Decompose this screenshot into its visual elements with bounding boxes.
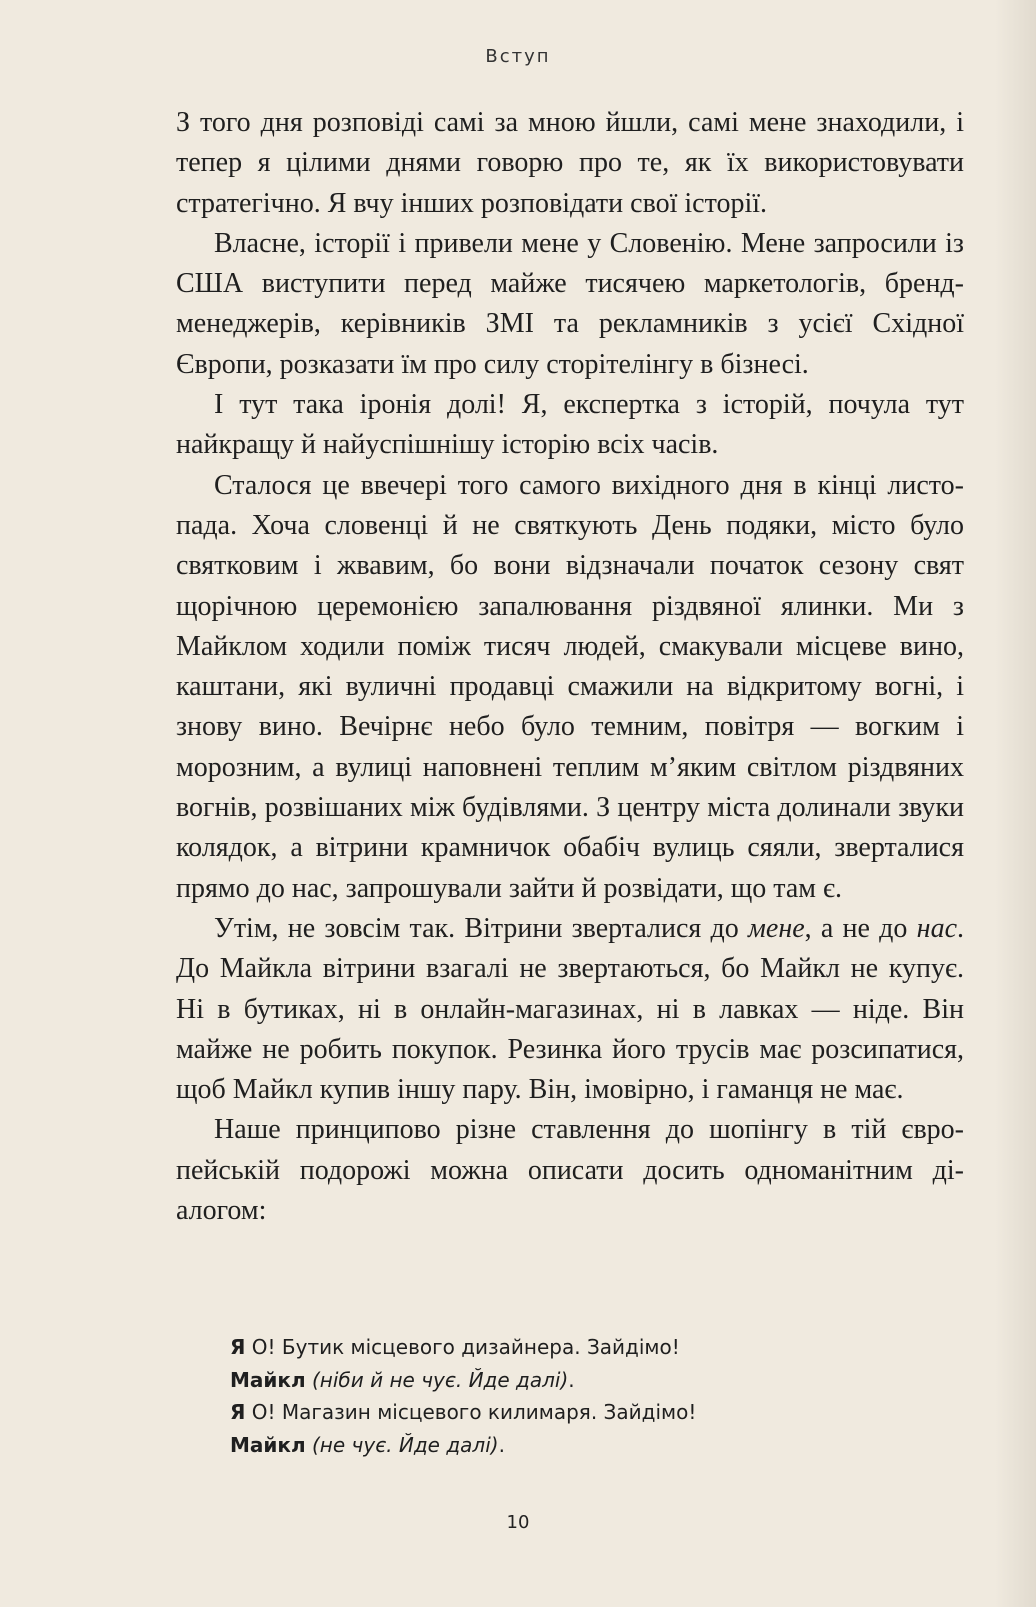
stage-direction: (ніби й не чує. Йде далі) bbox=[312, 1367, 569, 1392]
page-number: 10 bbox=[506, 1512, 530, 1533]
dialogue-block bbox=[230, 1331, 930, 1461]
speaker-name: Майкл bbox=[230, 1432, 306, 1457]
paragraph-4: Сталося це ввечері того самого вихідного дня в кінці листопада. Хоча словенці й не святкують День подяки, місто було святковим і жвавим, бо вони відзначали початок сезону свят щорічною церемонією запалювання різдвяної ялинки. Ми з Майклом ходили поміж тисяч людей, смакували місцеве вино, каштани, які вуличні продавці смажили на відкритому вогні, і знову вино. Вечірнє небо було темним, повітря — вогким і морозним, а вулиці наповнені теплим м’яким світлом різдвяних вогнів, розвішаних між будівлями. З центру міста долинали звуки колядок, а вітрини крамничок обабіч вулиць сяяли, зверталися прямо до нас, запрошували зайти й розвідати, що там є. bbox=[176, 469, 964, 904]
paragraph-6: Наше принципово різне ставлення до шопінгу в тій європейській подорожі можна описати досить одноманітним діалогом: bbox=[176, 1114, 964, 1227]
paragraph-5 bbox=[176, 909, 964, 1110]
speaker-name: Я bbox=[230, 1335, 246, 1359]
paragraph-5-text-a: Утім, не зовсім так. Вітрини зверталися до bbox=[214, 912, 749, 944]
dialogue-end: . bbox=[568, 1367, 575, 1392]
speaker-name: Я bbox=[230, 1400, 246, 1424]
dialogue-line bbox=[230, 1429, 930, 1462]
dialogue-line bbox=[230, 1331, 930, 1364]
dialogue-end: . bbox=[498, 1432, 505, 1457]
dialogue-text: О! Магазин місцевого килимаря. Зайдімо! bbox=[245, 1400, 697, 1424]
speaker-name: Майкл bbox=[230, 1367, 306, 1392]
dialogue-line bbox=[230, 1396, 930, 1429]
paragraph-5-text-c: . До Майкла вітрини взагалі не звертаються, бо Майкл не купує. Ні в бутиках, ні в онлайн-магазинах, ні в лавках — ніде. Він майже не робить покупок. Резинка його трусів має розсипатися, щоб Майкл купив іншу пару. Він, імовірно, і гаманця не має. bbox=[176, 912, 964, 1106]
dialogue-text: О! Бутик місцевого дизайнера. Зайдімо! bbox=[245, 1335, 680, 1359]
running-title: Вступ bbox=[485, 46, 551, 67]
emphasis-mene: мене bbox=[748, 912, 805, 944]
stage-direction: (не чує. Йде далі) bbox=[312, 1432, 499, 1457]
paragraph-3: І тут така іронія долі! Я, експертка з історій, почула тут найкращу й найуспішнішу історію всіх часів. bbox=[176, 389, 964, 461]
paragraph-5-text-b: , а не до bbox=[804, 912, 917, 944]
dialogue-line bbox=[230, 1364, 930, 1397]
paragraph-2: Власне, історії і привели мене у Словенію. Мене запросили із США виступити перед майже тисячею маркетологів, бренд-менеджерів, керівників ЗМІ та рекламників з усієї Східної Європи, розказати їм про силу сторітелінгу в бізнесі. bbox=[176, 227, 964, 380]
paragraph-1: З того дня розповіді самі за мною йшли, самі мене знаходили, і тепер я цілими днями говорю про те, як їх використовувати стратегічно. Я вчу інших розповідати свої історії. bbox=[176, 107, 964, 219]
main-text bbox=[176, 103, 964, 1231]
emphasis-nas: нас bbox=[916, 912, 957, 944]
